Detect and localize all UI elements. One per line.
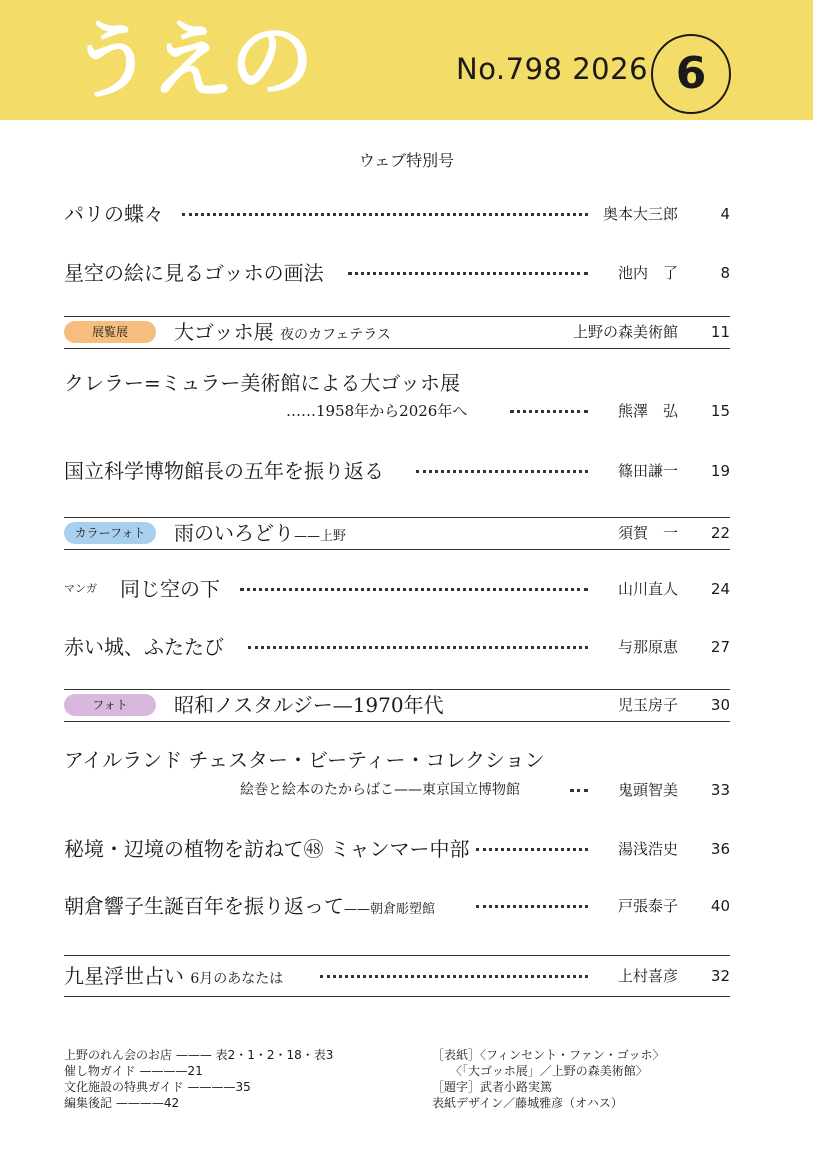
entry-page: 32 (710, 967, 730, 985)
entry-author: 児玉房子 (617, 696, 678, 714)
entry-title: 星空の絵に見るゴッホの画法 (64, 258, 324, 288)
footer-line: 催し物ガイド ————21 (64, 1064, 203, 1078)
entry-subtitle: 絵巻と絵本のたからばこ——東京国立博物館 (240, 775, 520, 805)
entry-title (174, 317, 391, 350)
entry-title-main: 九星浮世占い (64, 964, 184, 988)
footer-line: 〈「大ゴッホ展」／上野の森美術館〉 (432, 1064, 648, 1078)
footer-line: 上野のれん会のお店 ——— 表2・1・2・18・表3 (64, 1048, 334, 1062)
entry-title (64, 891, 435, 925)
month-badge (651, 34, 731, 114)
leader-dots (476, 905, 588, 908)
month-number: 6 (675, 48, 707, 99)
footer-regular-columns (64, 1047, 333, 1111)
leader-dots (348, 272, 588, 275)
entry-author: 戸張泰子 (617, 897, 678, 915)
entry-title-main: 大ゴッホ展 (174, 320, 274, 344)
footer-line: 編集後記 ————42 (64, 1096, 180, 1110)
entry-title: パリの蝶々 (64, 199, 164, 229)
entry-title: アイルランド チェスター・ビーティー・コレクション (64, 745, 545, 775)
leader-dots (416, 470, 588, 473)
entry-page: 22 (710, 524, 730, 542)
entry-title-sub: 夜のカフェテラス (279, 327, 391, 343)
entry-title-main: 雨のいろどり (174, 521, 294, 545)
entry-page: 30 (710, 696, 730, 714)
entry-title: 同じ空の下 (120, 574, 220, 604)
entry-author: 熊澤 弘 (617, 402, 678, 420)
entry-title-main: 朝倉響子生誕百年を振り返って (64, 894, 344, 918)
leader-dots (570, 789, 588, 792)
footer-cover-credits (432, 1047, 665, 1111)
entry-page: 8 (720, 264, 730, 282)
entry-page: 15 (710, 402, 730, 420)
entry-title (174, 690, 444, 720)
entry-author: 湯浅浩史 (617, 840, 678, 858)
entry-title-sub: —1970年代 (332, 693, 444, 717)
entry-page: 36 (710, 840, 730, 858)
entry-author: 奥本大三郎 (602, 205, 678, 223)
footer-line: ［表紙］〈フィンセント・ファン・ゴッホ〉 (432, 1048, 665, 1062)
footer-line: 文化施設の特典ガイド ————35 (64, 1080, 251, 1094)
entry-author: 池内 了 (617, 264, 678, 282)
entry-page: 11 (710, 323, 730, 341)
section-divider (64, 549, 730, 550)
section-divider (64, 348, 730, 349)
footer-line: 表紙デザイン／藤城雅彦（オハス） (432, 1096, 623, 1110)
edition-label: ウェブ特別号 (358, 151, 455, 170)
entry-page: 4 (720, 205, 730, 223)
section-divider (64, 721, 730, 722)
entry-page: 33 (710, 781, 730, 799)
leader-dots (510, 410, 588, 413)
entry-title-sub: 6月のあなたは (190, 971, 284, 987)
entry-page: 27 (710, 638, 730, 656)
section-divider (64, 996, 730, 997)
entry-title: 秘境・辺境の植物を訪ねて㊽ ミャンマー中部 (64, 834, 469, 864)
entry-author: 須賀 一 (617, 524, 678, 542)
entry-page: 24 (710, 580, 730, 598)
leader-dots (240, 588, 588, 591)
entry-author: 上野の森美術館 (572, 323, 678, 341)
entry-author: 山川直人 (617, 580, 678, 598)
leader-dots (320, 975, 588, 978)
section-divider (64, 955, 730, 956)
leader-dots (476, 848, 588, 851)
entry-author: 上村喜彦 (617, 967, 678, 985)
entry-prefix: マンガ (64, 582, 97, 595)
category-tag: 展覧展 (64, 321, 156, 343)
entry-author: 篠田謙一 (617, 462, 678, 480)
header-band (0, 0, 813, 120)
entry-title: 赤い城、ふたたび (64, 632, 224, 662)
entry-title (174, 518, 346, 552)
entry-title (64, 961, 283, 994)
entry-subtitle: ……1958年から2026年へ (286, 396, 467, 426)
entry-page: 19 (710, 462, 730, 480)
category-tag: フォト (64, 694, 156, 716)
magazine-logo: うえの (70, 12, 311, 110)
entry-title: クレラー=ミュラー美術館による大ゴッホ展 (64, 368, 460, 398)
entry-title-main: 昭和ノスタルジー (174, 693, 333, 717)
entry-title-sub: ——上野 (294, 529, 347, 544)
entry-title-sub: ——朝倉彫塑館 (344, 902, 436, 917)
issue-number: No.798 2026 (456, 52, 649, 86)
footer-line: ［題字］武者小路実篤 (432, 1080, 553, 1094)
leader-dots (182, 213, 588, 216)
category-tag: カラーフォト (64, 522, 156, 544)
entry-title: 国立科学博物館長の五年を振り返る (64, 456, 384, 486)
entry-author: 鬼頭智美 (617, 781, 678, 799)
leader-dots (248, 646, 588, 649)
entry-page: 40 (710, 897, 730, 915)
entry-author: 与那原恵 (617, 638, 678, 656)
